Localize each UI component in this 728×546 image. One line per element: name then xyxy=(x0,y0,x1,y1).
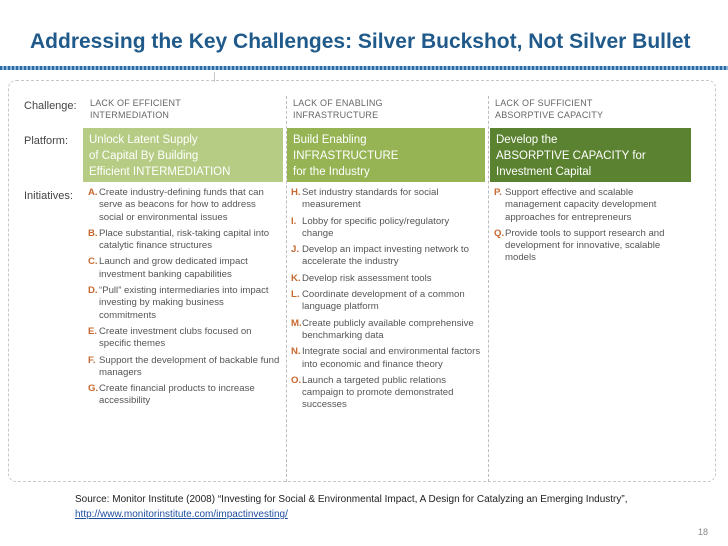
initiative-text: Integrate social and environmental factors into economic and finance theory xyxy=(302,346,481,370)
challenge-line: LACK OF ENABLING xyxy=(293,98,383,108)
initiative-item xyxy=(494,228,689,265)
initiative-item xyxy=(291,244,483,269)
initiative-item xyxy=(291,273,483,285)
row-label-challenge: Challenge: xyxy=(24,100,77,112)
initiatives-column-absorptive-capacity xyxy=(494,187,689,269)
initiative-item xyxy=(88,228,280,253)
initiatives-column-intermediation xyxy=(88,187,280,412)
page-number: 18 xyxy=(697,527,708,537)
initiative-text: Create publicly available comprehensive benchmarking data xyxy=(302,317,474,341)
initiative-item xyxy=(88,285,280,322)
platform-line: INFRASTRUCTURE xyxy=(293,150,399,162)
initiative-item xyxy=(291,318,483,343)
initiative-letter: O. xyxy=(291,374,302,386)
initiative-letter: M. xyxy=(291,317,302,329)
platform-line: ABSORPTIVE CAPACITY for xyxy=(496,150,646,162)
platform-line: Build Enabling xyxy=(293,134,367,146)
initiative-letter: Q. xyxy=(494,227,505,239)
initiative-letter: E. xyxy=(88,325,98,337)
challenge-line: LACK OF SUFFICIENT xyxy=(495,98,593,108)
initiative-item xyxy=(291,216,483,241)
platform-infrastructure xyxy=(287,128,485,182)
initiative-item xyxy=(88,355,280,380)
initiative-text: Create financial products to increase accessibility xyxy=(99,383,255,407)
initiative-letter: A. xyxy=(88,187,98,198)
challenge-line: LACK OF EFFICIENT xyxy=(90,98,181,108)
initiative-letter: N. xyxy=(291,346,301,358)
initiative-item xyxy=(88,256,280,281)
initiative-text: Support effective and scalable management capacity development approaches for entrepreneurs xyxy=(505,187,657,223)
initiative-text: Develop risk assessment tools xyxy=(302,272,432,284)
platform-absorptive-capacity xyxy=(490,128,691,182)
initiatives-column-infrastructure xyxy=(291,187,483,416)
initiative-text: Create industry-defining funds that can serve as beacons for how to address social or environmental issues xyxy=(99,187,264,223)
platform-line: Investment Capital xyxy=(496,166,592,178)
initiative-text: Launch and grow dedicated impact investment banking capabilities xyxy=(99,256,248,280)
initiative-item xyxy=(88,187,280,224)
initiative-letter: F. xyxy=(88,354,96,366)
initiative-letter: B. xyxy=(88,227,98,239)
initiative-text: Support the development of backable fund managers xyxy=(99,354,280,378)
initiative-text: Create investment clubs focused on specific themes xyxy=(99,325,252,350)
initiative-text: Place substantial, risk-taking capital into catalytic finance structures xyxy=(99,227,270,252)
source-link[interactable]: http://www.monitorinstitute.com/impactinvesting/ xyxy=(75,509,288,520)
challenge-line: INFRASTRUCTURE xyxy=(293,110,379,120)
initiative-item xyxy=(494,187,689,224)
initiative-item xyxy=(291,346,483,371)
initiative-text: Set industry standards for social measurement xyxy=(302,187,439,211)
frame-tick xyxy=(214,72,215,82)
challenge-line: ABSORPTIVE CAPACITY xyxy=(495,110,604,120)
initiative-item xyxy=(88,383,280,408)
platform-line: of Capital By Building xyxy=(89,150,199,162)
title-divider xyxy=(0,66,728,70)
platform-line: for the Industry xyxy=(293,166,370,178)
platform-intermediation xyxy=(83,128,283,182)
initiative-text: Develop an impact investing network to accelerate the industry xyxy=(302,244,469,268)
initiative-text: Lobby for specific policy/regulatory change xyxy=(302,215,450,239)
source-citation xyxy=(75,492,627,522)
platform-line: Develop the xyxy=(496,134,558,146)
initiative-text: “Pull” existing intermediaries into impact investing by making business commitments xyxy=(99,285,269,321)
initiative-item xyxy=(291,289,483,314)
platform-line: Unlock Latent Supply xyxy=(89,134,198,146)
row-label-initiatives: Initiatives: xyxy=(24,190,73,202)
initiative-text: Provide tools to support research and development for innovative, scalable models xyxy=(505,227,665,264)
challenge-absorptive-capacity xyxy=(495,97,603,121)
challenge-infrastructure xyxy=(293,97,383,121)
initiative-letter: K. xyxy=(291,272,301,284)
initiative-text: Launch a targeted public relations campaign to promote demonstrated successes xyxy=(302,374,454,411)
initiative-item xyxy=(291,187,483,212)
initiative-item xyxy=(88,326,280,351)
challenge-line: INTERMEDIATION xyxy=(90,110,170,120)
initiative-letter: H. xyxy=(291,187,301,198)
challenge-intermediation xyxy=(90,97,181,121)
row-label-platform: Platform: xyxy=(24,135,69,147)
initiative-letter: I. xyxy=(291,215,297,227)
initiative-letter: D. xyxy=(88,285,98,297)
source-text: Source: Monitor Institute (2008) “Investing for Social & Environmental Impact, A Design for Catalyzing an Emerging Industry”, xyxy=(75,494,628,505)
initiative-letter: C. xyxy=(88,256,98,268)
initiative-letter: P. xyxy=(494,187,502,198)
initiative-letter: J. xyxy=(291,244,300,256)
slide-title: Addressing the Key Challenges: Silver Buckshot, Not Silver Bullet xyxy=(30,30,691,53)
initiative-letter: L. xyxy=(291,289,300,301)
platform-line: Efficient INTERMEDIATION xyxy=(89,166,231,178)
initiative-text: Coordinate development of a common language platform xyxy=(302,289,465,313)
initiative-letter: G. xyxy=(88,383,99,395)
initiative-item xyxy=(291,375,483,412)
